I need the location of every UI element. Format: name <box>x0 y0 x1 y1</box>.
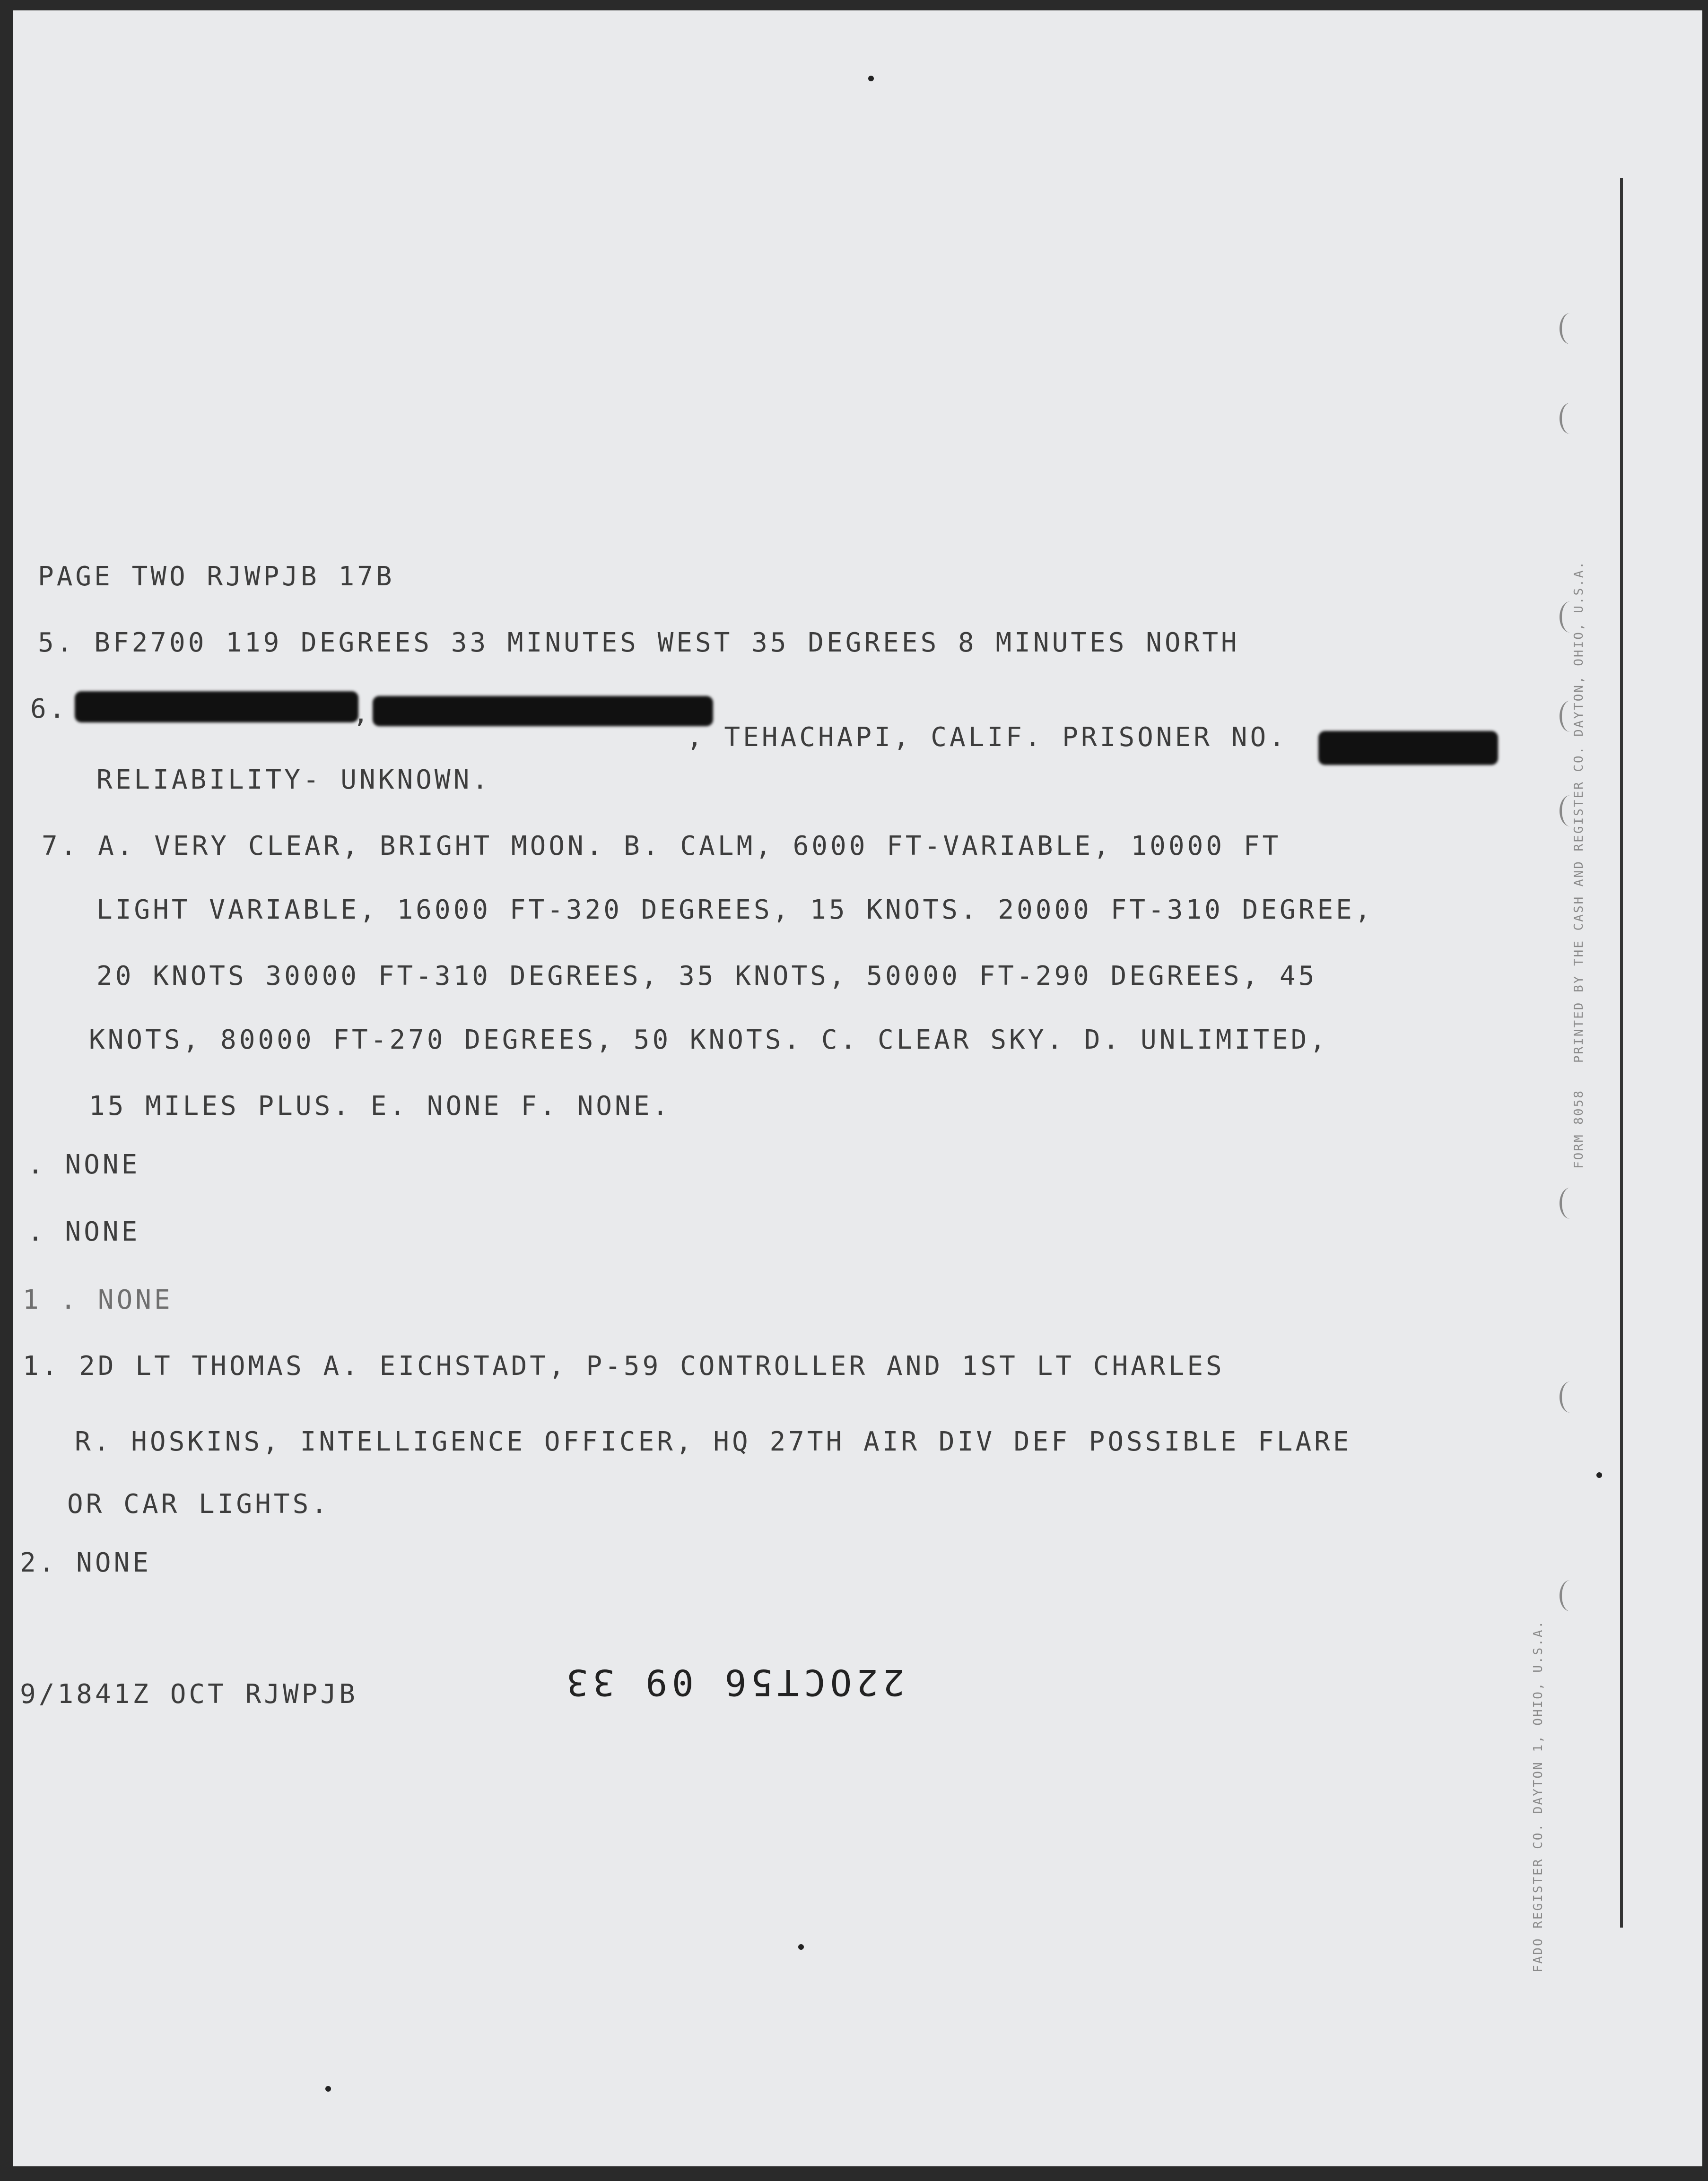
teletype-page <box>13 10 1702 2166</box>
redaction-bar <box>373 696 713 726</box>
redaction-bar <box>75 691 358 722</box>
item-7-line-2: LIGHT VARIABLE, 16000 FT-320 DEGREES, 15 KNOTS. 20000 FT-310 DEGREE, <box>96 895 1374 925</box>
item-7-line-5: 15 MILES PLUS. E. NONE F. NONE. <box>89 1091 671 1121</box>
margin-imprint-lower: FADO REGISTER CO. DAYTON 1, OHIO, U.S.A. <box>1531 1619 1545 1972</box>
redaction-bar <box>1318 731 1498 765</box>
item-11-line-2: R. HOSKINS, INTELLIGENCE OFFICER, HQ 27TH AIR DIV DEF POSSIBLE FLARE <box>75 1426 1352 1457</box>
item-7-line-4: KNOTS, 80000 FT-270 DEGREES, 50 KNOTS. C. CLEAR SKY. D. UNLIMITED, <box>89 1025 1329 1055</box>
margin-imprint-upper: FORM 8058 PRINTED BY THE CASH AND REGISTER CO. DAYTON, OHIO, U.S.A. <box>1572 560 1586 1169</box>
date-time-group: 9/1841Z OCT RJWPJB <box>20 1679 358 1710</box>
item-6-reliability: RELIABILITY- UNKNOWN. <box>96 765 491 795</box>
sprocket-hole <box>1560 1580 1581 1611</box>
sprocket-hole <box>1560 313 1581 344</box>
item-11-line-1: 1. 2D LT THOMAS A. EICHSTADT, P-59 CONTROLLER AND 1ST LT CHARLES <box>23 1351 1225 1382</box>
item-6-number: 6. <box>30 694 68 724</box>
received-time-stamp: 22OCT56 09 33 <box>562 1661 905 1703</box>
item-10: 1 . NONE <box>23 1285 173 1315</box>
item-9: . NONE <box>27 1216 140 1247</box>
item-7-line-1: 7. A. VERY CLEAR, BRIGHT MOON. B. CALM, 6000 FT-VARIABLE, 10000 FT <box>42 831 1281 861</box>
margin-rule <box>1620 178 1623 1928</box>
item-6-location: , TEHACHAPI, CALIF. PRISONER NO. <box>687 722 1288 753</box>
speck <box>325 2086 331 2092</box>
item-8: . NONE <box>27 1149 140 1180</box>
speck <box>1596 1472 1602 1478</box>
item-7-line-3: 20 KNOTS 30000 FT-310 DEGREES, 35 KNOTS, 50000 FT-290 DEGREES, 45 <box>96 961 1317 991</box>
item-5: 5. BF2700 119 DEGREES 33 MINUTES WEST 35 DEGREES 8 MINUTES NORTH <box>38 627 1240 658</box>
item-11-line-3: OR CAR LIGHTS. <box>67 1489 331 1520</box>
page-header: PAGE TWO RJWPJB 17B <box>38 561 395 592</box>
speck <box>868 76 874 81</box>
sprocket-hole <box>1560 1382 1581 1413</box>
speck <box>798 1944 804 1950</box>
sprocket-hole <box>1560 403 1581 434</box>
item-12: 2. NONE <box>20 1547 152 1578</box>
item-6-separator: , <box>353 698 372 729</box>
sprocket-hole <box>1560 1188 1581 1219</box>
